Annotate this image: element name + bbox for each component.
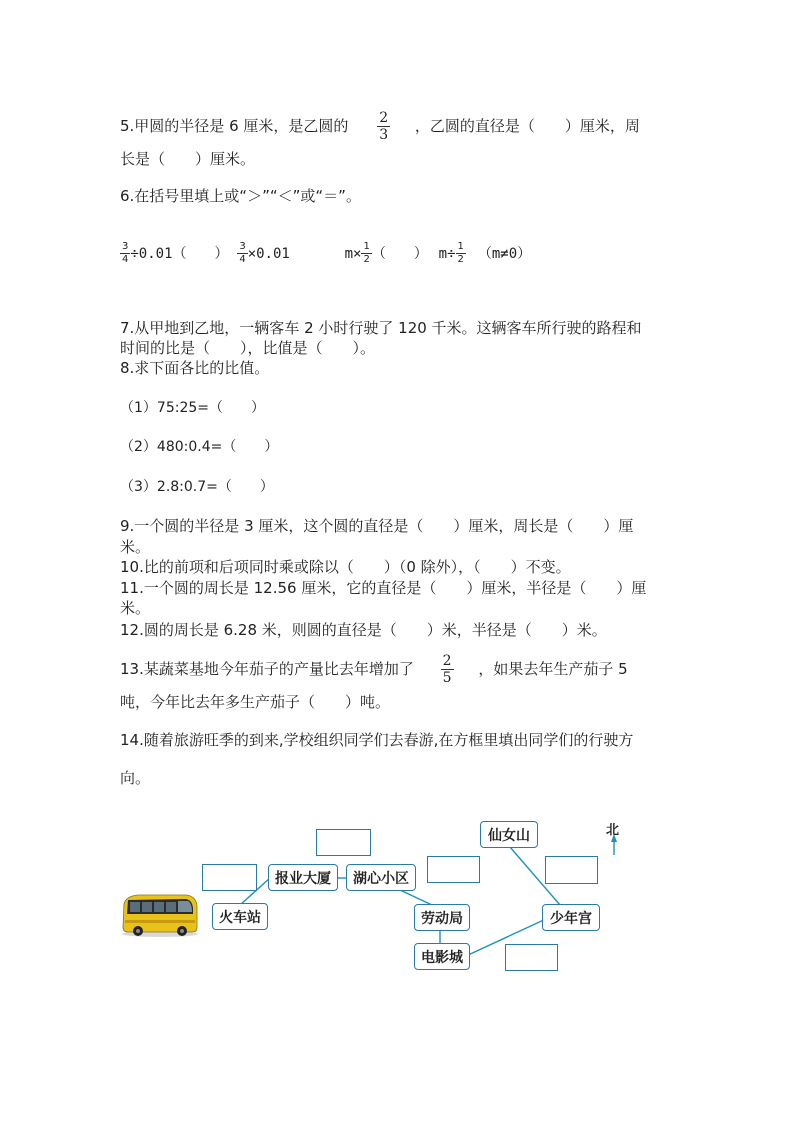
place-laodongju: 劳动局	[414, 904, 470, 931]
q7-line1: 7.从甲地到乙地，一辆客车 2 小时行驶了 120 千米。这辆客车所行驶的路程和	[120, 319, 642, 337]
place-xiannvshan: 仙女山	[480, 821, 538, 848]
q7-line2: 时间的比是（ ），比值是（ ）。	[120, 339, 376, 357]
q6-expr3-den: 2	[363, 254, 370, 265]
q13-text-b: ，如果去年生产茄子 5	[478, 660, 628, 678]
q5-text-a: 5.甲圆的半径是 6 厘米，是乙圆的	[120, 117, 349, 135]
q6-expr2-rest: ×0.01	[247, 246, 290, 262]
place-huxin: 湖心小区	[346, 864, 416, 891]
q13-frac-num: 2	[442, 653, 452, 669]
q6-expr2-num: 3	[239, 241, 246, 252]
q11-line1: 11.一个圆的周长是 12.56 厘米，它的直径是（ ）厘米，半径是（ ）厘	[120, 579, 647, 597]
q12-line1: 12.圆的周长是 6.28 米，则圆的直径是（ ）米，半径是（ ）米。	[120, 621, 607, 639]
q6-expr4-pre: m÷	[438, 246, 456, 262]
answer-box-2[interactable]	[316, 829, 371, 856]
q8-title: 8.求下面各比的比值。	[120, 359, 270, 377]
answer-box-3[interactable]	[427, 856, 480, 883]
q13-text-a: 13.某蔬菜基地今年茄子的产量比去年增加了	[120, 660, 414, 678]
q6-expr3-mid: （ ）	[371, 246, 428, 262]
q8-item-3: （3）2.8:0.7=（ ）	[120, 479, 274, 495]
q5-frac-num: 2	[379, 110, 389, 126]
q6-expr1-rest: ÷0.01（ ）	[130, 246, 229, 262]
q6-expr3-num: 1	[363, 241, 370, 252]
q6-expr2-den: 4	[239, 254, 246, 265]
answer-box-5[interactable]	[505, 944, 558, 971]
q5-frac-den: 3	[379, 127, 389, 143]
q6-expr1-den: 4	[122, 254, 129, 265]
q13-line2: 吨，今年比去年多生产茄子（ ）吨。	[120, 693, 391, 711]
q14-line1: 14.随着旅游旺季的到来,学校组织同学们去春游,在方框里填出同学们的行驶方	[120, 731, 634, 749]
q6-expr4-num: 1	[457, 241, 464, 252]
answer-box-4[interactable]	[545, 856, 598, 884]
q11-line2: 米。	[120, 599, 151, 617]
q5-text-b: ，乙圆的直径是（ ）厘米，周	[414, 117, 640, 135]
answer-box-1[interactable]	[202, 864, 257, 891]
q8-item-2: （2）480:0.4=（ ）	[120, 439, 279, 455]
q13-frac-den: 5	[442, 670, 452, 686]
q8-item-1: （1）75:25=（ ）	[120, 400, 265, 416]
q6-expr4-den: 2	[457, 254, 464, 265]
q6-title: 6.在括号里填上或“＞”“＜”或“＝”。	[120, 187, 361, 205]
place-baoye: 报业大厦	[268, 864, 338, 891]
north-label: 北	[606, 823, 620, 838]
q9-line1: 9.一个圆的半径是 3 厘米，这个圆的直径是（ ）厘米，周长是（ ）厘	[120, 517, 634, 535]
q6-expr1-num: 3	[122, 241, 129, 252]
q6-expr4-post: （m≠0）	[477, 246, 532, 262]
bus-icon	[120, 892, 200, 938]
road-huxin-laodongju	[400, 890, 432, 905]
q9-line2: 米。	[120, 538, 151, 556]
place-shaoniangong: 少年宫	[542, 904, 600, 931]
q5-line2: 长是（ ）厘米。	[120, 150, 256, 168]
place-huochezhan: 火车站	[212, 903, 268, 930]
q14-line2: 向。	[120, 769, 151, 787]
q6-expr3-pre: m×	[344, 246, 362, 262]
place-dianyingcheng: 电影城	[414, 943, 470, 970]
q10-line1: 10.比的前项和后项同时乘或除以（ ）（0 除外），（ ）不变。	[120, 558, 571, 576]
